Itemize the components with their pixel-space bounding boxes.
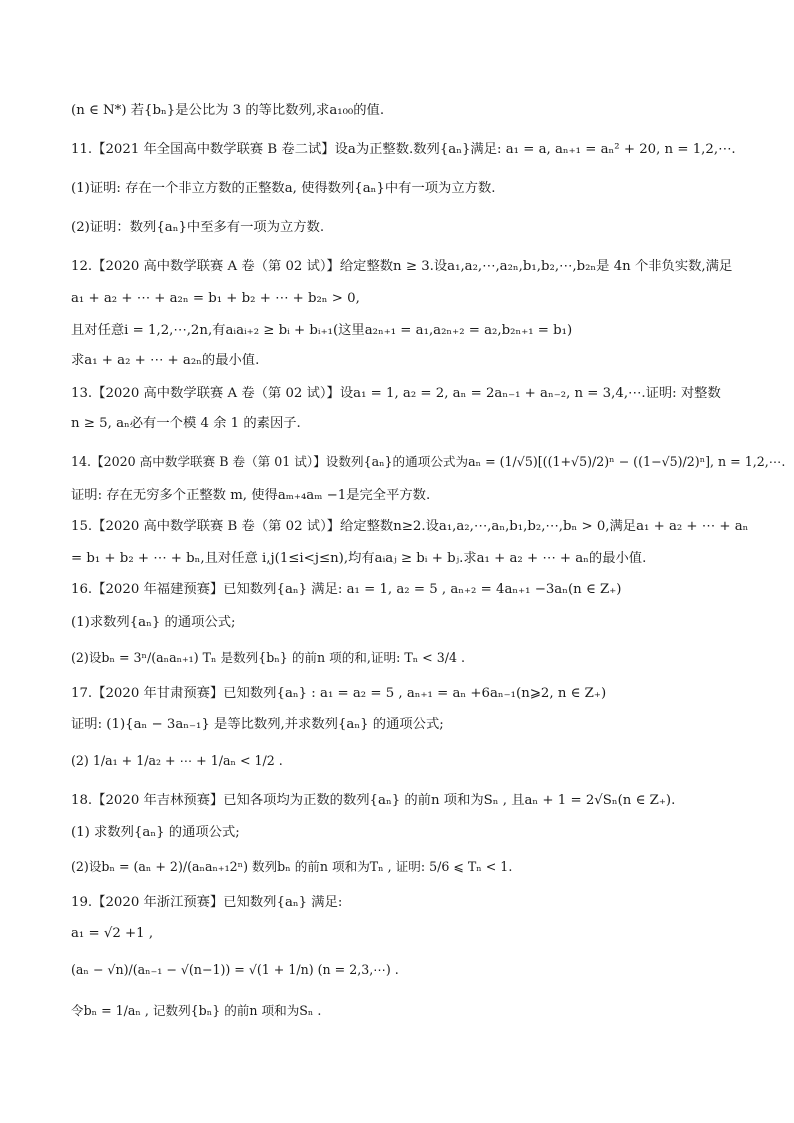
text-line: 证明: 存在无穷多个正整数 m, 使得aₘ₊₄aₘ −1是完全平方数. [71,488,431,503]
text-line: a₁ = √2 +1 , [71,926,154,941]
problem-18-part-2: (2)设bₙ = (aₙ + 2)/(aₙaₙ₊₁2ⁿ) 数列bₙ 的前n 项和为Tₙ , 证明: 5/6 ⩽ Tₙ < 1. [71,859,513,874]
problem-17-part-1: 证明: (1){aₙ − 3aₙ₋₁} 是等比数列,并求数列{aₙ} 的通项公式; [71,717,444,732]
problem-16-statement: 16.【2020 年福建预赛】已知数列{aₙ} 满足: a₁ = 1, a₂ = 5 , aₙ₊₂ = 4aₙ₊₁ −3aₙ(n ∈ Z₊) [71,582,622,597]
problem-16-part-2: (2)设bₙ = 3ⁿ/(aₙaₙ₊₁) Tₙ 是数列{bₙ} 的前n 项的和,证明: Tₙ < 3/4 . [71,650,466,665]
problem-19-statement: 19.【2020 年浙江预赛】已知数列{aₙ} 满足: [71,895,343,910]
text-line: (aₙ − √n)/(aₙ₋₁ − √(n−1)) = √(1 + 1/n) (n = 2,3,⋯) . [71,962,399,977]
problem-11-part-2: (2)证明：数列{aₙ}中至多有一项为立方数. [71,220,325,235]
problem-16-part-1: (1)求数列{aₙ} 的通项公式; [71,615,236,630]
problem-14-statement: 14.【2020 高中数学联赛 B 卷（第 01 试）】设数列{aₙ}的通项公式为aₙ = (1/√5)[((1+√5)/2)ⁿ − ((1−√5)/2)ⁿ], n = 1,2,⋯. [71,454,786,469]
problem-17-statement: 17.【2020 年甘肃预赛】已知数列{aₙ} : a₁ = a₂ = 5 , aₙ₊₁ = aₙ +6aₙ₋₁(n⩾2, n ∈ Z₊) [71,686,607,701]
text-line: = b₁ + b₂ + ⋯ + bₙ,且对任意 i,j(1≤i<j≤n),均有aᵢaⱼ ≥ bᵢ + bⱼ.求a₁ + a₂ + ⋯ + aₙ的最小值. [71,551,647,566]
text-line: 求a₁ + a₂ + ⋯ + a₂ₙ的最小值. [71,353,260,368]
problem-18-statement: 18.【2020 年吉林预赛】已知各项均为正数的数列{aₙ} 的前n 项和为Sₙ , 且aₙ + 1 = 2√Sₙ(n ∈ Z₊). [71,793,676,808]
text-line: 令bₙ = 1/aₙ , 记数列{bₙ} 的前n 项和为Sₙ . [71,1003,322,1018]
problem-17-part-2: (2) 1/a₁ + 1/a₂ + ⋯ + 1/aₙ < 1/2 . [71,753,283,768]
text-line: 且对任意i = 1,2,⋯,2n,有aᵢaᵢ₊₂ ≥ bᵢ + bᵢ₊₁(这里a₂ₙ₊₁ = a₁,a₂ₙ₊₂ = a₂,b₂ₙ₊₁ = b₁) [71,323,573,338]
problem-13-statement: 13.【2020 高中数学联赛 A 卷（第 02 试）】设a₁ = 1, a₂ = 2, aₙ = 2aₙ₋₁ + aₙ₋₂, n = 3,4,⋯.证明: 对整数 [71,386,721,401]
text-line: a₁ + a₂ + ⋯ + a₂ₙ = b₁ + b₂ + ⋯ + b₂ₙ > 0, [71,291,360,306]
text-line: (n ∈ N*) 若{bₙ}是公比为 3 的等比数列,求a₁₀₀的值. [71,103,385,118]
problem-12-statement: 12.【2020 高中数学联赛 A 卷（第 02 试）】给定整数n ≥ 3.设a₁,a₂,⋯,a₂ₙ,b₁,b₂,⋯,b₂ₙ是 4n 个非负实数,满足 [71,259,733,274]
problem-18-part-1: (1) 求数列{aₙ} 的通项公式; [71,825,240,840]
problem-15-statement: 15.【2020 高中数学联赛 B 卷（第 02 试）】给定整数n≥2.设a₁,a₂,⋯,aₙ,b₁,b₂,⋯,bₙ > 0,满足a₁ + a₂ + ⋯ + aₙ [71,519,749,534]
text-line: n ≥ 5, aₙ必有一个模 4 余 1 的素因子. [71,416,301,431]
problem-11-statement: 11.【2021 年全国高中数学联赛 B 卷二试】设a为正整数.数列{aₙ}满足: a₁ = a, aₙ₊₁ = aₙ² + 20, n = 1,2,⋯. [71,142,736,157]
problem-11-part-1: (1)证明: 存在一个非立方数的正整数a, 使得数列{aₙ}中有一项为立方数. [71,181,496,196]
